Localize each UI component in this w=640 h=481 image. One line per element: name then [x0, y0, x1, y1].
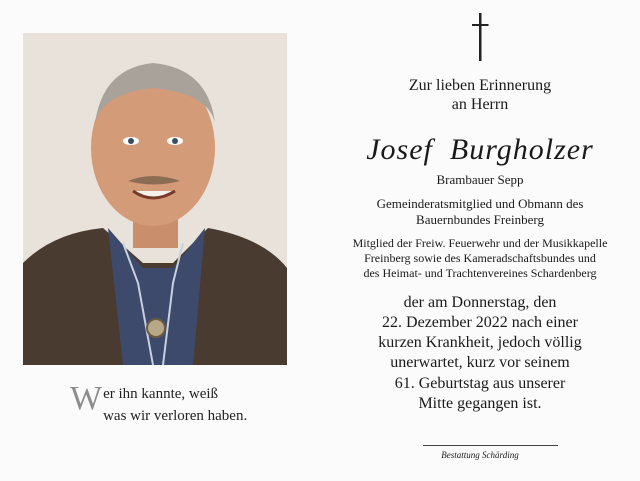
role-line-1: Gemeinderatsmitglied und Obmann des [376, 196, 584, 211]
role-line-2: Bauernbundes Freinberg [416, 212, 544, 227]
quote-initial: W [70, 380, 103, 417]
memorial-quote [70, 380, 290, 427]
body-line-5: 61. Geburtstag aus unserer [394, 375, 566, 392]
funeral-home: Bestattung Schärding [441, 450, 519, 460]
body-line-4: unerwartet, kurz vor seinem [390, 354, 570, 371]
intro-line-2: an Herrn [451, 96, 509, 113]
intro-line-1: Zur lieben Erinnerung [408, 77, 552, 94]
membership-line-2: Freinberg sowie des Kameradschaftsbundes und [364, 251, 596, 265]
portrait-photo [23, 33, 287, 365]
body-line-3: kurzen Krankheit, jedoch völlig [378, 334, 582, 351]
membership-line-1: Mitglied der Freiw. Feuerwehr und der Musikkapelle [352, 236, 608, 250]
body-line-2: 22. Dezember 2022 nach einer [382, 314, 578, 331]
nickname: Brambauer Sepp [436, 172, 524, 187]
quote-line-2: was wir verloren haben. [103, 408, 248, 424]
membership-line-3: des Heimat- und Trachtenvereines Schardenberg [363, 266, 597, 280]
deceased-name: Josef Burgholzer [366, 133, 594, 166]
quote-line-1: er ihn kannte, weiß [103, 386, 219, 402]
body-line-6: Mitte gegangen ist. [418, 395, 542, 412]
portrait-illustration [23, 33, 287, 365]
footer-divider [423, 445, 558, 446]
body-line-1: der am Donnerstag, den [403, 294, 557, 311]
cross-icon [470, 13, 490, 61]
